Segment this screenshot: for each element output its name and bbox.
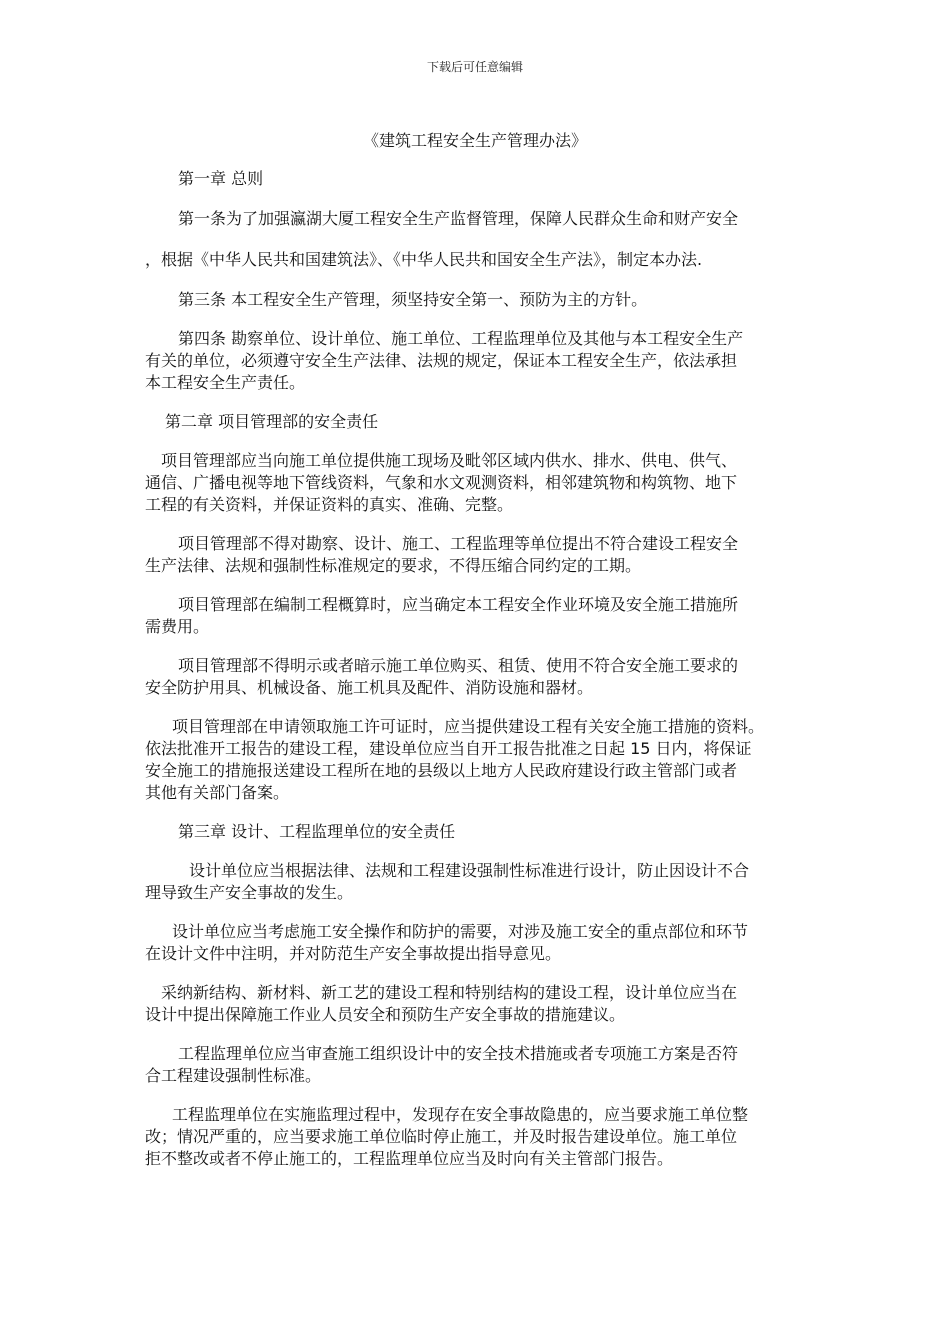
paragraph-supervision-hazards [145, 1104, 810, 1170]
paragraph-line: 其他有关部门备案。 [145, 783, 290, 802]
paragraph-line: 本工程安全生产责任。 [145, 373, 306, 392]
paragraph-line: 生产法律、法规和强制性标准规定的要求，不得压缩合同约定的工期。 [145, 556, 642, 575]
paragraph-line: 需费用。 [145, 617, 210, 636]
header-note: 下载后可任意编辑 [426, 60, 523, 74]
paragraph-line: 设计中提出保障施工作业人员安全和预防生产安全事故的措施建议。 [145, 1005, 626, 1024]
article-4 [145, 328, 810, 394]
paragraph-equipment [145, 655, 810, 699]
paragraph-line: 工程的有关资料，并保证资料的真实、准确、完整。 [145, 495, 514, 514]
paragraph-line: 项目管理部不得明示或者暗示施工单位购买、租赁、使用不符合安全施工要求的 [178, 656, 739, 675]
paragraph-line: 有关的单位，必须遵守安全生产法律、法规的规定，保证本工程安全生产，依法承担 [145, 351, 738, 370]
paragraph-permit [145, 716, 810, 804]
paragraph-line: 采纳新结构、新材料、新工艺的建设工程和特别结构的建设工程，设计单位应当在 [161, 983, 738, 1002]
paragraph-line: 合工程建设强制性标准。 [145, 1066, 322, 1085]
paragraph-info-provision [145, 450, 810, 516]
paragraph-line: 安全防护用具、机械设备、施工机具及配件、消防设施和器材。 [145, 678, 594, 697]
article-1-line-1: 第一条为了加强瀛湖大厦工程安全生产监督管理，保障人民群众生命和财产安全 [178, 209, 739, 228]
paragraph-line: 工程监理单位在实施监理过程中，发现存在安全事故隐患的，应当要求施工单位整 [172, 1105, 749, 1124]
paragraph-line: 工程监理单位应当审查施工组织设计中的安全技术措施或者专项施工方案是否符 [178, 1044, 739, 1063]
paragraph-budget [145, 594, 810, 638]
paragraph-supervision-review [145, 1043, 810, 1087]
paragraph-line: 项目管理部在申请领取施工许可证时，应当提供建设工程有关安全施工措施的资料。 [172, 717, 765, 736]
paragraph-line: 项目管理部在编制工程概算时，应当确定本工程安全作业环境及安全施工措施所 [178, 595, 739, 614]
paragraph-line: 拒不整改或者不停止施工的，工程监理单位应当及时向有关主管部门报告。 [145, 1149, 674, 1168]
article-3: 第三条 本工程安全生产管理，须坚持安全第一、预防为主的方针。 [178, 290, 648, 309]
paragraph-line: 理导致生产安全事故的发生。 [145, 883, 354, 902]
paragraph-line: 设计单位应当根据法律、法规和工程建设强制性标准进行设计，防止因设计不合 [189, 861, 750, 880]
paragraph-no-improper-requirements [145, 533, 810, 577]
paragraph-line: 改；情况严重的，应当要求施工单位临时停止施工，并及时报告建设单位。施工单位 [145, 1127, 738, 1146]
article-1-line-2: ，根据《中华人民共和国建筑法》、《中华人民共和国安全生产法》，制定本办法. [145, 250, 703, 269]
paragraph-line: 安全施工的措施报送建设工程所在地的县级以上地方人民政府建设行政主管部门或者 [145, 761, 738, 780]
paragraph-line: 依法批准开工报告的建设工程，建设单位应当自开工报告批准之日起 15 日内，将保证 [145, 739, 752, 758]
paragraph-design-standards [145, 860, 810, 904]
paragraph-line: 项目管理部不得对勘察、设计、施工、工程监理等单位提出不符合建设工程安全 [178, 534, 739, 553]
chapter-2-heading: 第二章 项目管理部的安全责任 [165, 412, 379, 431]
paragraph-new-structures [145, 982, 810, 1026]
paragraph-line: 通信、广播电视等地下管线资料，气象和水文观测资料，相邻建筑物和构筑物、地下 [145, 473, 738, 492]
document-body [145, 164, 810, 1170]
document-title: 《建筑工程安全生产管理办法》 [362, 131, 587, 150]
chapter-3-heading: 第三章 设计、工程监理单位的安全责任 [178, 822, 456, 841]
paragraph-line: 设计单位应当考虑施工安全操作和防护的需要，对涉及施工安全的重点部位和环节 [172, 922, 749, 941]
chapter-1-heading: 第一章 总则 [178, 169, 264, 188]
paragraph-line: 在设计文件中注明，并对防范生产安全事故提出指导意见。 [145, 944, 562, 963]
paragraph-line: 第四条 勘察单位、设计单位、施工单位、工程监理单位及其他与本工程安全生产 [178, 329, 744, 348]
paragraph-design-safety [145, 921, 810, 965]
paragraph-line: 项目管理部应当向施工单位提供施工现场及毗邻区域内供水、排水、供电、供气、 [161, 451, 738, 470]
